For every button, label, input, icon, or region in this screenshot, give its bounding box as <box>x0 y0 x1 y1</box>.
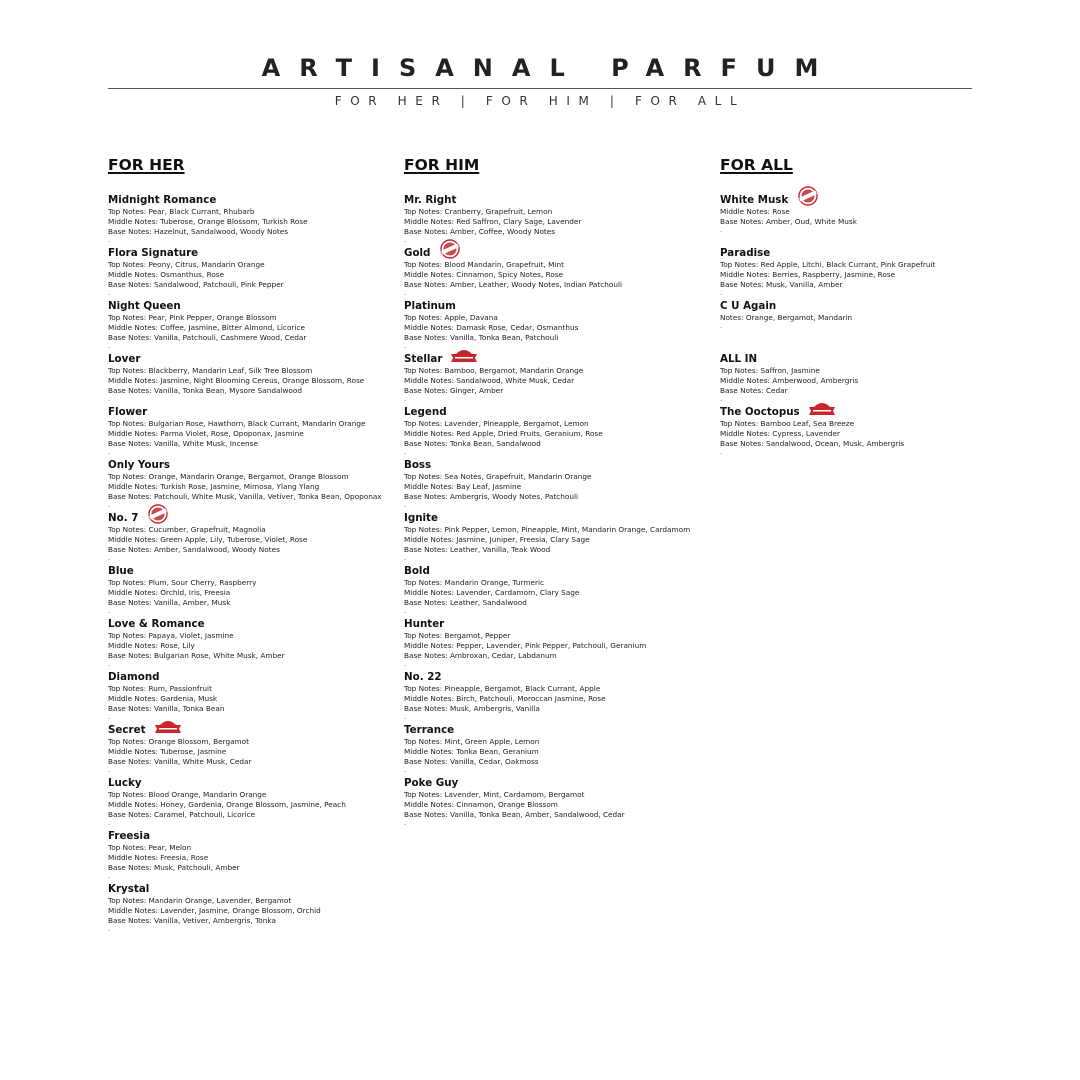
notes-line: Middle Notes: Bay Leaf, Jasmine <box>404 482 522 491</box>
perfume-name: Secret <box>108 724 146 736</box>
notes-line: Middle Notes: Amberwood, Ambergris <box>720 376 859 385</box>
separator-dot: . <box>108 289 111 297</box>
notes-line: Middle Notes: Damask Rose, Cedar, Osmanthus <box>404 323 579 332</box>
perfume-name-row <box>720 405 980 419</box>
separator-dot: . <box>108 554 111 562</box>
notes-line: Middle Notes: Orchid, Iris, Freesia <box>108 588 231 597</box>
notes-line: Base Notes: Musk, Vanilla, Amber <box>720 280 843 289</box>
perfume-entry <box>108 193 403 246</box>
notes-line: Middle Notes: Rose <box>720 207 790 216</box>
notes-line: Base Notes: Amber, Sandalwood, Woody Notes <box>108 545 280 554</box>
notes-line: Base Notes: Cedar <box>720 386 788 395</box>
perfume-name: No. 7 <box>108 512 139 524</box>
notes-line: Top Notes: Bergamot, Pepper <box>404 631 511 640</box>
perfume-entry <box>404 564 719 617</box>
separator-dot: . <box>404 766 407 774</box>
perfume-entry <box>720 405 980 458</box>
notes-line: Top Notes: Mint, Green Apple, Lemon <box>404 737 540 746</box>
notes-line: Top Notes: Pineapple, Bergamot, Black Currant, Apple <box>404 684 601 693</box>
title-divider <box>108 88 972 89</box>
perfume-entry <box>108 246 403 299</box>
notes-line: Top Notes: Lavender, Pineapple, Bergamot, Lemon <box>404 419 589 428</box>
notes-line: Base Notes: Musk, Ambergris, Vanilla <box>404 704 540 713</box>
separator-dot: . <box>404 713 407 721</box>
perfume-name: Hunter <box>404 618 445 630</box>
notes-line: Base Notes: Vanilla, Cedar, Oakmoss <box>404 757 539 766</box>
notes-line: Top Notes: Plum, Sour Cherry, Raspberry <box>108 578 257 587</box>
notes-line: Middle Notes: Sandalwood, White Musk, Cedar <box>404 376 575 385</box>
notes-line: Middle Notes: Lavender, Jasmine, Orange Blossom, Orchid <box>108 906 321 915</box>
perfume-name: Bold <box>404 565 430 577</box>
perfume-name-row <box>720 246 980 260</box>
notes-line: Base Notes: Amber, Coffee, Woody Notes <box>404 227 556 236</box>
separator-dot: . <box>108 872 111 880</box>
perfume-name: Boss <box>404 459 432 471</box>
notes-line: Base Notes: Vanilla, Tonka Bean, Patchouli <box>404 333 559 342</box>
page-subtitle: FOR HER | FOR HIM | FOR ALL <box>334 94 746 108</box>
notes-line: Base Notes: Vanilla, Tonka Bean, Mysore Sandalwood <box>108 386 302 395</box>
column-for-him <box>404 154 719 829</box>
separator-dot: . <box>108 819 111 827</box>
perfume-name: Gold <box>404 247 431 259</box>
perfume-name-row <box>108 458 403 472</box>
perfume-entry <box>108 829 403 882</box>
notes-line: Top Notes: Cucumber, Grapefruit, Magnolia <box>108 525 266 534</box>
perfume-name: ALL IN <box>720 353 758 365</box>
perfume-entry <box>404 405 719 458</box>
notes-line: Top Notes: Pear, Melon <box>108 843 192 852</box>
perfume-name-row <box>404 246 719 260</box>
perfume-name: No. 22 <box>404 671 442 683</box>
notes-line: Middle Notes: Red Saffron, Clary Sage, Lavender <box>404 217 582 226</box>
perfume-name-row <box>404 723 719 737</box>
perfume-entry <box>404 670 719 723</box>
notes-line: Base Notes: Vanilla, Vetiver, Ambergris, Tonka <box>108 916 276 925</box>
separator-dot: . <box>404 342 407 350</box>
column-heading: FOR HIM <box>404 156 480 174</box>
perfume-name: Blue <box>108 565 134 577</box>
notes-line: Top Notes: Mandarin Orange, Lavender, Bergamot <box>108 896 292 905</box>
separator-dot: . <box>108 395 111 403</box>
notes-line: Top Notes: Bamboo Leaf, Sea Breeze <box>720 419 855 428</box>
perfume-name: Flora Signature <box>108 247 199 259</box>
notes-line: Middle Notes: Berries, Raspberry, Jasmine, Rose <box>720 270 896 279</box>
notes-line: Base Notes: Vanilla, Amber, Musk <box>108 598 231 607</box>
notes-line: Middle Notes: Jasmine, Night Blooming Cereus, Orange Blossom, Rose <box>108 376 365 385</box>
perfume-name: Love & Romance <box>108 618 205 630</box>
notes-line: Base Notes: Ginger, Amber <box>404 386 504 395</box>
perfume-name-row <box>404 352 719 366</box>
column-for-her <box>108 154 403 935</box>
best-seller-seal-icon <box>145 504 175 524</box>
notes-line: Middle Notes: Cinnamon, Spicy Notes, Rose <box>404 270 564 279</box>
perfume-name-row <box>108 405 403 419</box>
notes-line: Top Notes: Papaya, Violet, Jasmine <box>108 631 234 640</box>
notes-line: Top Notes: Lavender, Mint, Cardamom, Bergamot <box>404 790 585 799</box>
perfume-entry <box>108 352 403 405</box>
notes-line: Top Notes: Mandarin Orange, Turmeric <box>404 578 545 587</box>
perfume-name-row <box>108 882 403 896</box>
perfume-name: Freesia <box>108 830 151 842</box>
column-heading: FOR HER <box>108 156 185 174</box>
perfume-entry <box>108 405 403 458</box>
perfume-name-row <box>720 352 980 366</box>
perfume-name: Krystal <box>108 883 150 895</box>
separator-dot: . <box>108 713 111 721</box>
notes-line: Middle Notes: Green Apple, Lily, Tuberose, Violet, Rose <box>108 535 308 544</box>
notes-line: Top Notes: Pear, Black Currant, Rhubarb <box>108 207 255 216</box>
notes-line: Base Notes: Leather, Sandalwood <box>404 598 527 607</box>
separator-dot: . <box>404 501 407 509</box>
notes-line: Base Notes: Caramel, Patchouli, Licorice <box>108 810 256 819</box>
perfume-name-row <box>404 617 719 631</box>
perfume-entry <box>108 299 403 352</box>
perfume-name-row <box>404 405 719 419</box>
perfume-entry <box>108 882 403 935</box>
notes-line: Top Notes: Sea Notes, Grapefruit, Mandarin Orange <box>404 472 592 481</box>
notes-line: Top Notes: Orange, Mandarin Orange, Bergamot, Orange Blossom <box>108 472 349 481</box>
separator-dot: . <box>720 448 723 456</box>
notes-line: Base Notes: Patchouli, White Musk, Vanilla, Vetiver, Tonka Bean, Opoponax <box>108 492 382 501</box>
perfume-name-row <box>108 352 403 366</box>
notes-line: Middle Notes: Rose, Lily <box>108 641 195 650</box>
perfume-name-row <box>108 670 403 684</box>
column-heading: FOR ALL <box>720 156 793 174</box>
page-title: ARTISANAL PARFUM <box>261 54 838 82</box>
recommended-ribbon-icon <box>807 398 837 418</box>
notes-line: Top Notes: Red Apple, Litchi, Black Currant, Pink Grapefruit <box>720 260 936 269</box>
notes-line: Base Notes: Tonka Bean, Sandalwood <box>404 439 541 448</box>
perfume-name-row <box>108 723 403 737</box>
separator-dot: . <box>404 554 407 562</box>
separator-dot: . <box>404 236 407 244</box>
perfume-name-row <box>404 193 719 207</box>
notes-line: Middle Notes: Parma Violet, Rose, Opoponax, Jasmine <box>108 429 304 438</box>
perfume-name: Night Queen <box>108 300 181 312</box>
perfume-name-row <box>404 670 719 684</box>
perfume-name: Only Yours <box>108 459 171 471</box>
perfume-entry <box>108 511 403 564</box>
notes-line: Base Notes: Vanilla, Tonka Bean, Amber, Sandalwood, Cedar <box>404 810 625 819</box>
perfume-name: Ignite <box>404 512 438 524</box>
separator-dot: . <box>404 607 407 615</box>
separator-dot: . <box>720 322 723 330</box>
notes-line: Middle Notes: Gardenia, Musk <box>108 694 218 703</box>
perfume-name: Lover <box>108 353 141 365</box>
notes-line: Top Notes: Saffron, Jasmine <box>720 366 820 375</box>
perfume-entry <box>720 193 980 246</box>
notes-line: Middle Notes: Osmanthus, Rose <box>108 270 225 279</box>
notes-line: Middle Notes: Tuberose, Jasmine <box>108 747 227 756</box>
notes-line: Top Notes: Bulgarian Rose, Hawthorn, Black Currant, Mandarin Orange <box>108 419 366 428</box>
notes-line: Top Notes: Blood Mandarin, Grapefruit, Mint <box>404 260 564 269</box>
notes-line: Base Notes: Vanilla, White Musk, Incense <box>108 439 258 448</box>
notes-line: Middle Notes: Cinnamon, Orange Blossom <box>404 800 558 809</box>
perfume-name-row <box>108 193 403 207</box>
perfume-name: Terrance <box>404 724 455 736</box>
notes-line: Base Notes: Hazelnut, Sandalwood, Woody Notes <box>108 227 289 236</box>
perfume-name-row <box>404 511 719 525</box>
separator-dot: . <box>404 819 407 827</box>
separator-dot: . <box>108 501 111 509</box>
separator-dot: . <box>404 395 407 403</box>
perfume-name-row <box>720 299 980 313</box>
notes-line: Base Notes: Leather, Vanilla, Teak Wood <box>404 545 551 554</box>
separator-dot: . <box>720 289 723 297</box>
perfume-name-row <box>108 299 403 313</box>
separator-dot: . <box>720 395 723 403</box>
separator-dot: . <box>404 289 407 297</box>
separator-dot: . <box>108 660 111 668</box>
recommended-ribbon-icon <box>153 716 183 736</box>
notes-line: Top Notes: Pink Pepper, Lemon, Pineapple, Mint, Mandarin Orange, Cardamom <box>404 525 691 534</box>
perfume-entry <box>720 246 980 299</box>
notes-line: Base Notes: Amber, Oud, White Musk <box>720 217 857 226</box>
notes-line: Top Notes: Blackberry, Mandarin Leaf, Silk Tree Blossom <box>108 366 313 375</box>
notes-line: Middle Notes: Cypress, Lavender <box>720 429 840 438</box>
perfume-name: The Ooctopus <box>720 406 800 418</box>
separator-dot: . <box>108 766 111 774</box>
notes-line: Middle Notes: Turkish Rose, Jasmine, Mimosa, Ylang Ylang <box>108 482 320 491</box>
notes-line: Base Notes: Amber, Leather, Woody Notes, Indian Patchouli <box>404 280 623 289</box>
notes-line: Top Notes: Bamboo, Bergamot, Mandarin Orange <box>404 366 584 375</box>
perfume-name: Diamond <box>108 671 160 683</box>
perfume-name-row <box>404 564 719 578</box>
notes-line: Top Notes: Cranberry, Grapefruit, Lemon <box>404 207 553 216</box>
perfume-name-row <box>108 511 403 525</box>
notes-line: Base Notes: Ambergris, Woody Notes, Patchouli <box>404 492 579 501</box>
perfume-name-row <box>108 776 403 790</box>
separator-dot: . <box>108 448 111 456</box>
best-seller-seal-icon <box>795 186 825 206</box>
perfume-name-row <box>108 564 403 578</box>
notes-line: Middle Notes: Honey, Gardenia, Orange Blossom, Jasmine, Peach <box>108 800 346 809</box>
perfume-name-row <box>108 829 403 843</box>
perfume-name-row <box>720 193 980 207</box>
separator-dot: . <box>108 236 111 244</box>
perfume-entry <box>720 352 980 405</box>
column-for-all <box>720 154 980 458</box>
notes-line: Middle Notes: Tonka Bean, Geranium <box>404 747 539 756</box>
perfume-name: White Musk <box>720 194 789 206</box>
perfume-name: Mr. Right <box>404 194 457 206</box>
perfume-name-row <box>108 246 403 260</box>
perfume-entry <box>404 776 719 829</box>
perfume-entry <box>404 723 719 776</box>
notes-line: Base Notes: Bulgarian Rose, White Musk, Amber <box>108 651 285 660</box>
perfume-entry <box>404 352 719 405</box>
perfume-entry <box>720 299 980 352</box>
perfume-entry <box>404 246 719 299</box>
perfume-name: Legend <box>404 406 447 418</box>
perfume-entry <box>108 776 403 829</box>
perfume-name-row <box>108 617 403 631</box>
perfume-name: Midnight Romance <box>108 194 217 206</box>
notes-line: Middle Notes: Freesia, Rose <box>108 853 209 862</box>
perfume-entry <box>108 617 403 670</box>
notes-line: Base Notes: Sandalwood, Ocean, Musk, Ambergris <box>720 439 905 448</box>
recommended-ribbon-icon <box>449 345 479 365</box>
notes-line: Middle Notes: Lavender, Cardamom, Clary Sage <box>404 588 580 597</box>
perfume-name: Stellar <box>404 353 443 365</box>
separator-dot: . <box>404 448 407 456</box>
perfume-name: Poke Guy <box>404 777 459 789</box>
notes-line: Base Notes: Vanilla, Tonka Bean <box>108 704 225 713</box>
perfume-entry <box>404 511 719 564</box>
notes-line: Top Notes: Blood Orange, Mandarin Orange <box>108 790 267 799</box>
notes-line: Top Notes: Rum, Passionfruit <box>108 684 212 693</box>
perfume-name: Flower <box>108 406 148 418</box>
perfume-name: Paradise <box>720 247 771 259</box>
notes-line: Middle Notes: Coffee, Jasmine, Bitter Almond, Licorice <box>108 323 305 332</box>
perfume-name-row <box>404 776 719 790</box>
notes-line: Base Notes: Vanilla, Patchouli, Cashmere Wood, Cedar <box>108 333 307 342</box>
perfume-name: Platinum <box>404 300 456 312</box>
perfume-entry <box>404 617 719 670</box>
notes-line: Middle Notes: Birch, Patchouli, Moroccan Jasmine, Rose <box>404 694 606 703</box>
notes-line: Top Notes: Apple, Davana <box>404 313 498 322</box>
separator-dot: . <box>108 925 111 933</box>
separator-dot: . <box>108 607 111 615</box>
perfume-entry <box>404 458 719 511</box>
notes-line: Middle Notes: Pepper, Lavender, Pink Pepper, Patchouli, Geranium <box>404 641 647 650</box>
notes-line: Top Notes: Orange Blossom, Bergamot <box>108 737 249 746</box>
perfume-name-row <box>404 458 719 472</box>
separator-dot: . <box>720 226 723 234</box>
separator-dot: . <box>108 342 111 350</box>
notes-line: Middle Notes: Red Apple, Dried Fruits, Geranium, Rose <box>404 429 603 438</box>
notes-line: Base Notes: Musk, Patchouli, Amber <box>108 863 240 872</box>
notes-line: Base Notes: Ambroxan, Cedar, Labdanum <box>404 651 557 660</box>
perfume-name-row <box>404 299 719 313</box>
best-seller-seal-icon <box>437 239 467 259</box>
notes-line: Base Notes: Vanilla, White Musk, Cedar <box>108 757 252 766</box>
perfume-name: Lucky <box>108 777 142 789</box>
separator-dot: . <box>404 660 407 668</box>
notes-line: Notes: Orange, Bergamot, Mandarin <box>720 313 853 322</box>
perfume-entry <box>108 723 403 776</box>
notes-line: Top Notes: Pear, Pink Pepper, Orange Blossom <box>108 313 277 322</box>
perfume-name: C U Again <box>720 300 777 312</box>
notes-line: Base Notes: Sandalwood, Patchouli, Pink Pepper <box>108 280 284 289</box>
notes-line: Top Notes: Peony, Citrus, Mandarin Orange <box>108 260 265 269</box>
notes-line: Middle Notes: Tuberose, Orange Blossom, Turkish Rose <box>108 217 308 226</box>
perfume-entry <box>108 564 403 617</box>
notes-line: Middle Notes: Jasmine, Juniper, Freesia, Clary Sage <box>404 535 590 544</box>
